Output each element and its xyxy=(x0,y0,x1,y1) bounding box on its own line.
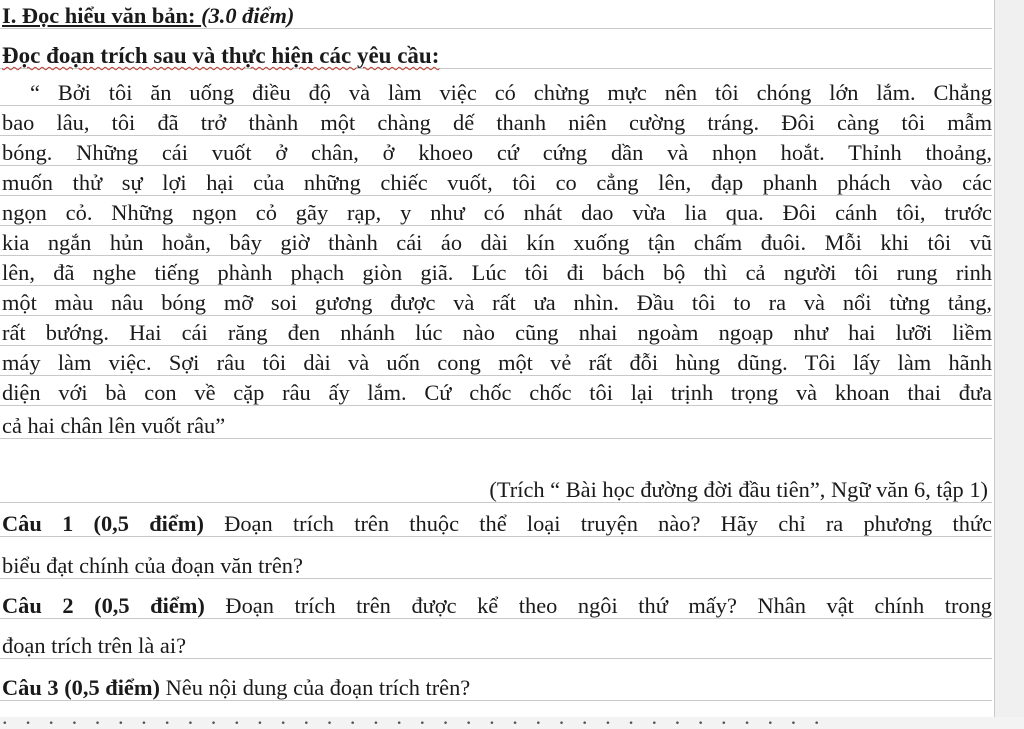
passage-line: lên, đã nghe tiếng phành phạch giòn giã. Lúc tôi đi bách bộ thì cả người tôi rung rinh xyxy=(2,260,992,285)
right-margin xyxy=(995,0,1024,717)
instruction-text: Đọc đoạn trích sau và thực hiện các yêu cầu: xyxy=(2,43,440,68)
question-2-text: Đoạn trích trên được kể theo ngôi thứ mấy? Nhân vật chính trong xyxy=(204,593,992,618)
section-heading-text: I. Đọc hiểu văn bản: xyxy=(2,3,202,28)
passage-line: bao lâu, tôi đã trở thành một chàng dế thanh niên cường tráng. Đôi càng tôi mẫm xyxy=(2,110,992,135)
question-3 xyxy=(0,674,992,701)
question-1 xyxy=(0,510,992,537)
question-2-cont: đoạn trích trên là ai? xyxy=(0,632,992,659)
question-1-text: Đoạn trích trên thuộc thể loại truyện nào? Hãy chỉ ra phương thức xyxy=(203,511,992,536)
passage-line: một màu nâu bóng mỡ soi gương được và rất ưa nhìn. Đầu tôi to ra và nổi từng tảng, xyxy=(2,290,992,315)
question-3-label: Câu 3 (0,5 điểm) xyxy=(2,675,160,700)
passage-line: ngọn cỏ. Những ngọn cỏ gãy rạp, y như có nhát dao vừa lia qua. Đôi cánh tôi, trước xyxy=(2,200,992,225)
passage-source: (Trích “ Bài học đường đời đầu tiên”, Ngữ văn 6, tập 1) xyxy=(0,476,992,503)
question-3-text: Nêu nội dung của đoạn trích trên? xyxy=(159,675,471,700)
question-1-label: Câu 1 (0,5 điểm) xyxy=(2,511,204,536)
passage-line: bóng. Những cái vuốt ở chân, ở khoeo cứ cứng dần và nhọn hoắt. Thỉnh thoảng, xyxy=(2,140,992,165)
next-line-cutoff: . . . . . . . . . . . . . . . . . . . . . . . . . . . . . . . . . . . . xyxy=(2,704,826,729)
section-heading xyxy=(0,2,992,29)
passage-line: cả hai chân lên vuốt râu” xyxy=(0,412,992,439)
passage-line: diện với bà con về cặp râu ấy lắm. Cứ chốc chốc tôi lại trịnh trọng và khoan thai đưa xyxy=(2,380,992,405)
section-heading-points: (3.0 điểm) xyxy=(201,3,295,28)
passage-line: kia ngắn hủn hoẳn, bây giờ thành cái áo dài kín xuống tận chấm đuôi. Mỗi khi tôi vũ xyxy=(2,230,992,255)
passage-line: muốn thử sự lợi hại của những chiếc vuốt, tôi co cẳng lên, đạp phanh phách vào các xyxy=(2,170,992,195)
passage-line: “ Bởi tôi ăn uống điều độ và làm việc có chừng mực nên tôi chóng lớn lắm. Chẳng xyxy=(0,79,992,106)
question-2-label: Câu 2 (0,5 điểm) xyxy=(2,593,205,618)
instruction xyxy=(0,42,992,69)
question-1-cont: biểu đạt chính của đoạn văn trên? xyxy=(0,552,992,579)
passage-line: rất bướng. Hai cái răng đen nhánh lúc nào cũng nhai ngoàm ngoạp như hai lưỡi liềm xyxy=(2,320,992,345)
passage-line: máy làm việc. Sợi râu tôi dài và uốn cong một vẻ rất đỗi hùng dũng. Tôi lấy làm hãnh xyxy=(2,350,992,375)
question-2 xyxy=(0,592,992,619)
